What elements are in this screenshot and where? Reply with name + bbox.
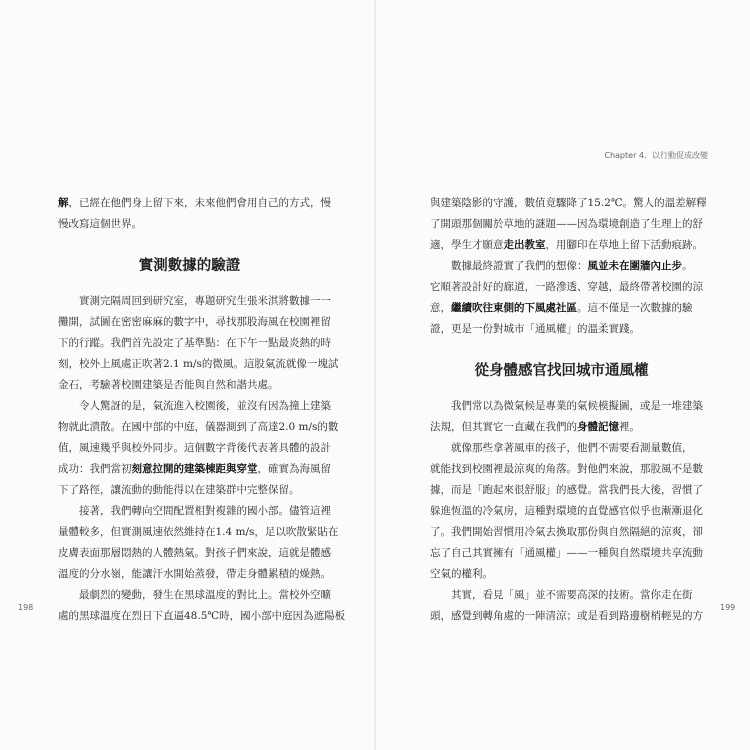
running-head: Chapter 4．以行動促成改變 xyxy=(604,151,708,160)
right-page xyxy=(375,0,750,750)
text-line: 解，已經在他們身上留下來，未來他們會用自己的方式，慢 xyxy=(58,197,331,209)
text-line: 令人驚訝的是，氣流進入校園後，並沒有因為撞上建築 xyxy=(79,400,331,412)
text-line: 了。我們開始習慣用冷氣去換取那份與自然隔絕的涼爽，卻 xyxy=(430,526,703,538)
text-line: 證，更是一份對城市「通風權」的溫柔實踐。 xyxy=(430,323,640,335)
paragraph xyxy=(430,193,707,256)
text-line: 躲進恆溫的冷氣房，這種對環境的直覺感官似乎也漸漸退化 xyxy=(430,505,703,517)
left-page-number: 198 xyxy=(18,603,34,612)
section-heading: 從身體感官找回城市通風權 xyxy=(474,363,649,379)
text-line: 空氣的權利。 xyxy=(430,568,493,580)
text-line: 慢改寫這個世界。 xyxy=(58,218,142,230)
text-line: 接著，我們轉向空間配置相對複雜的國小部。儘管這裡 xyxy=(79,505,331,517)
text-line: 實測完隔周回到研究室，專題研究生張米淇將數據一一 xyxy=(79,295,331,307)
text-line: 金石，考驗著校園建築是否能與自然和諧共處。 xyxy=(58,379,279,391)
text-line: 據，而是「跑起來很舒服」的感覺。當我們長大後，習慣了 xyxy=(430,484,703,496)
text-line: 值，風速幾乎與校外同步。這個數字背後代表著具體的設計 xyxy=(58,442,331,454)
text-line: 了開頭那個關於草地的謎題——因為環境創造了生理上的舒 xyxy=(430,218,703,230)
right-page-number: 199 xyxy=(720,603,736,612)
paragraph xyxy=(58,396,339,501)
text-line: 溫度的分水嶺，能讓汗水開始蒸發，帶走身體累積的燥熱。 xyxy=(58,568,331,580)
text-line: 與建築陰影的守護，數值竟驟降了15.2℃。驚人的溫差解釋 xyxy=(430,197,707,209)
text-line: 攤開，試圖在密密麻麻的數字中，尋找那股海風在校園裡留 xyxy=(58,316,331,328)
left-body-text xyxy=(58,193,346,627)
text-line: 其實，看見「風」並不需要高深的技術。當你走在街 xyxy=(451,589,693,601)
text-line: 頭，感覺到轉角處的一陣清涼；或是看到路邊樹梢輕晃的方 xyxy=(430,610,703,622)
text-line: 物就此潰散。在國中部的中庭，儀器測到了高達2.0 m/s的數 xyxy=(58,421,339,433)
text-line: 下的行蹤。我們首先設定了基準點：在下午一點最炎熱的時 xyxy=(58,337,331,349)
text-line: 就像那些拿著風車的孩子，他們不需要看測量數值， xyxy=(451,442,693,454)
text-line: 下了路徑，讓流動的動能得以在建築群中完整保留。 xyxy=(58,484,300,496)
text-line: 就能找到校園裡最涼爽的角落。對他們來說，那股風不是數 xyxy=(430,463,703,475)
paragraph xyxy=(430,438,703,585)
text-line: 成功：我們當初刻意拉開的建築棟距與穿堂，確實為海風留 xyxy=(58,463,331,475)
text-line: 最劇烈的變動，發生在黑球溫度的對比上。當校外空曠 xyxy=(79,589,331,601)
paragraph xyxy=(430,396,703,438)
paragraph xyxy=(58,501,339,585)
text-line: 數據最終證實了我們的想像：風並未在圍牆內止步。 xyxy=(451,260,693,272)
paragraph xyxy=(58,291,339,396)
text-line: 量體較多，但實測風速依然維持在1.4 m/s，足以吹散緊貼在 xyxy=(58,526,339,538)
text-line: 它順著設計好的廊道，一路滲透、穿越，最終帶著校園的涼 xyxy=(430,281,703,293)
text-line: 法規，但其實它一直藏在我們的身體記憶裡。 xyxy=(430,421,640,433)
paragraph xyxy=(430,585,703,627)
text-line: 皮膚表面那層悶熱的人體熱氣。對孩子們來說，這就是體感 xyxy=(58,547,331,559)
text-line: 忘了自己其實擁有「通風權」——一種與自然環境共享流動 xyxy=(430,547,703,559)
right-body-text xyxy=(430,193,707,627)
paragraph xyxy=(58,193,331,235)
section-heading: 實測數據的驗證 xyxy=(138,258,241,274)
text-line: 適，學生才願意走出教室，用腳印在草地上留下活動痕跡。 xyxy=(430,239,703,251)
text-line: 意，繼續吹往東側的下風處社區。這不僅是一次數據的驗 xyxy=(430,302,693,314)
paragraph xyxy=(58,585,346,627)
text-line: 處的黑球溫度在烈日下直逼48.5℃時，國小部中庭因為遮陽板 xyxy=(58,610,346,622)
text-line: 刻，校外上風處正吹著2.1 m/s的微風。這股氣流就像一塊試 xyxy=(58,358,339,370)
paragraph xyxy=(430,256,703,340)
text-line: 我們常以為微氣候是專業的氣候模擬圖，或是一堆建築 xyxy=(451,400,703,412)
